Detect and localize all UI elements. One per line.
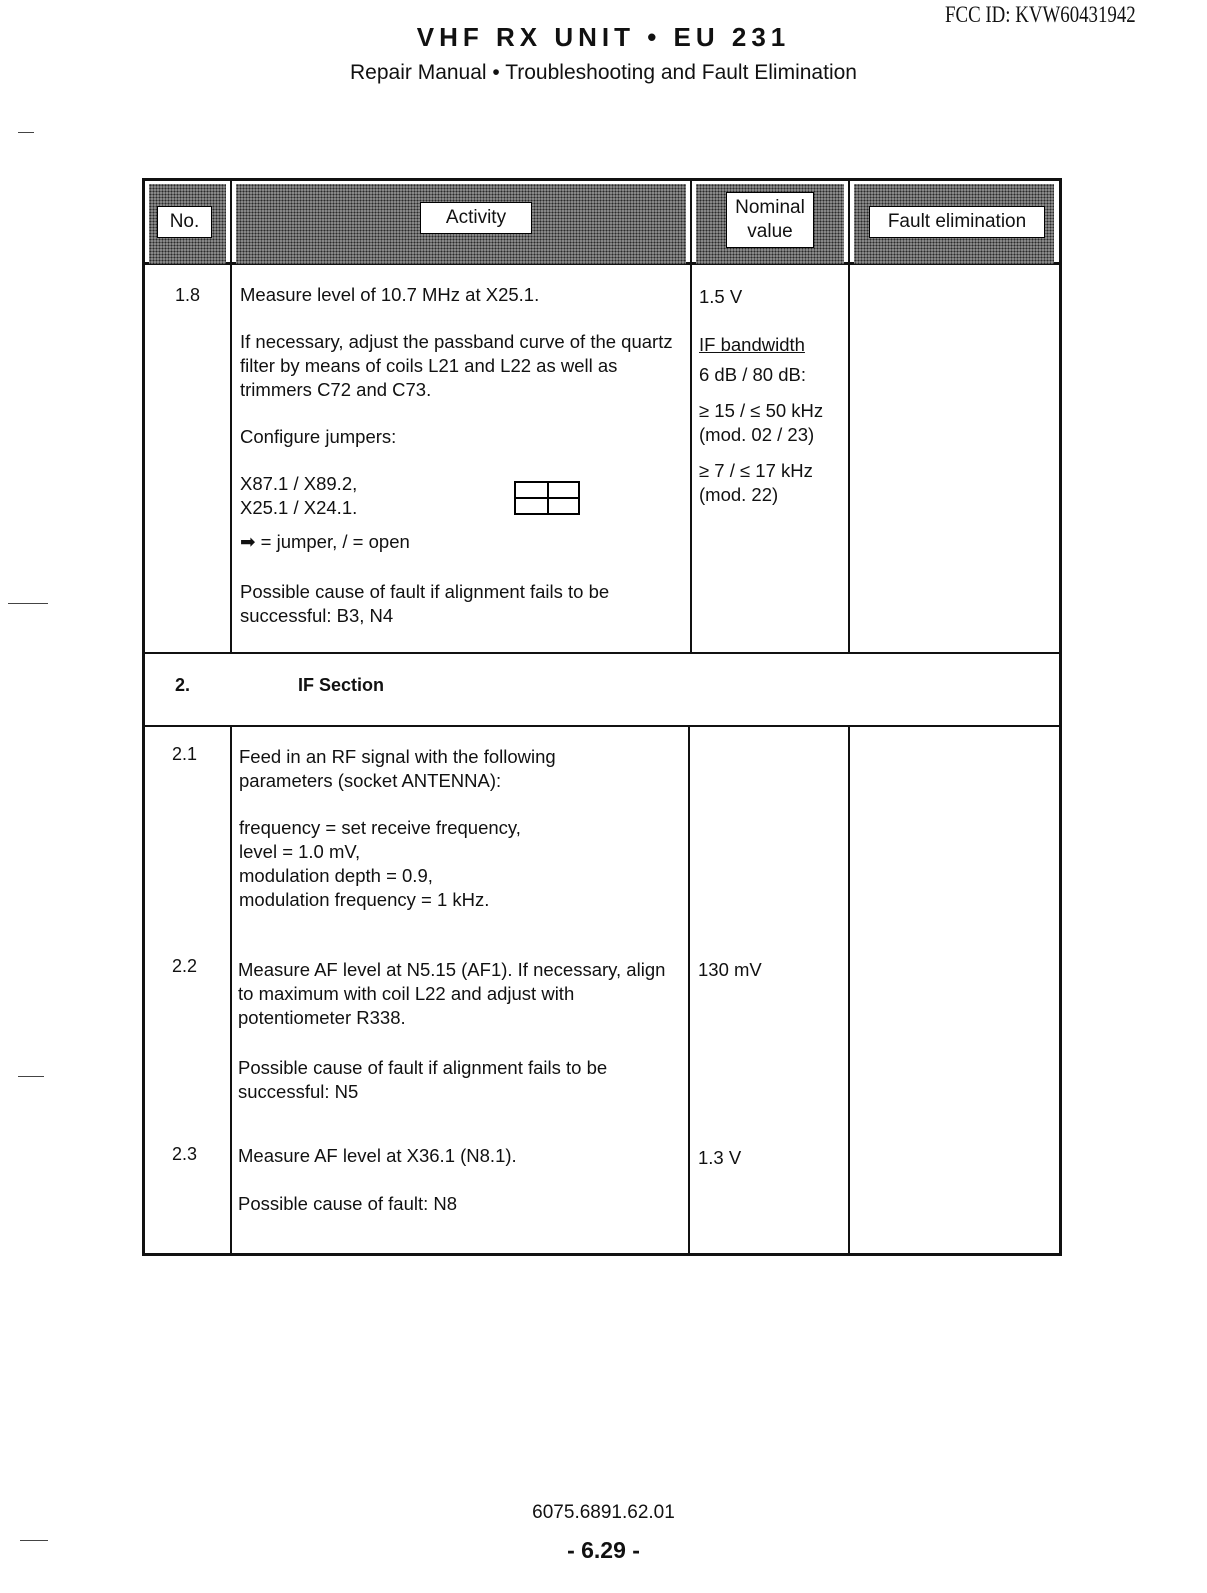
- row-number-2-2: 2.2: [172, 956, 198, 976]
- activity-text: Possible cause of fault: N8: [238, 1193, 458, 1214]
- jumper-legend: ➡ = jumper, / = open: [240, 531, 410, 552]
- nominal-value-text: ≥ 7 / ≤ 17 kHz: [699, 460, 813, 481]
- nominal-value-text: 6 dB / 80 dB:: [699, 364, 806, 385]
- table-border-top: [142, 178, 1062, 181]
- column-rule: [690, 178, 692, 654]
- signal-parameter: frequency = set receive frequency,: [239, 817, 521, 838]
- section-rule-bottom: [142, 725, 1062, 727]
- row-1-8-nominal-value: [699, 285, 845, 507]
- page-number: - 6.29 -: [567, 1537, 640, 1563]
- jumper-list-line2: X25.1 / X24.1.: [240, 497, 358, 518]
- table-border-bottom: [142, 1253, 1062, 1256]
- signal-parameter: modulation depth = 0.9,: [239, 865, 433, 886]
- scan-mark: [18, 1076, 44, 1077]
- table-border-right: [1059, 178, 1062, 1256]
- row-number-2-3: 2.3: [172, 1144, 198, 1164]
- column-rule: [688, 725, 690, 1255]
- document-number: 6075.6891.62.01: [532, 1502, 675, 1523]
- row-2-1-activity: [239, 745, 679, 912]
- activity-text: Possible cause of fault if alignment fails to be successful: B3, N4: [240, 581, 610, 626]
- column-header-no: No.: [157, 206, 212, 238]
- column-header-nominal-value: [726, 192, 814, 248]
- section-title-if-section: IF Section: [298, 675, 385, 695]
- column-rule: [230, 178, 232, 654]
- nominal-value-text: ≥ 15 / ≤ 50 kHz: [699, 400, 824, 421]
- activity-text: Feed in an RF signal with the following parameters (socket ANTENNA):: [239, 746, 556, 791]
- table-border-left: [142, 178, 145, 1256]
- jumper-configuration-diagram: [514, 481, 580, 515]
- nominal-value-heading: IF bandwidth: [699, 334, 805, 355]
- document-title: VHF RX UNIT • EU 231: [416, 22, 791, 52]
- activity-text: If necessary, adjust the passband curve of the quartz filter by means of coils L21 and L22 as well as trimmers C72 and C73.: [240, 331, 673, 400]
- activity-text: Possible cause of fault if alignment fails to be successful: N5: [238, 1057, 608, 1102]
- signal-parameter: modulation frequency = 1 kHz.: [239, 889, 490, 910]
- row-number-2-1: 2.1: [172, 744, 198, 764]
- row-2-3-nominal-value: 1.3 V: [698, 1147, 742, 1168]
- row-2-2-nominal-value: 130 mV: [698, 959, 762, 980]
- section-rule-top: [142, 652, 1062, 654]
- fcc-id-stamp: FCC ID: KVW60431942: [945, 2, 1136, 27]
- activity-text: Measure level of 10.7 MHz at X25.1.: [240, 284, 540, 305]
- row-number-1-8: 1.8: [175, 285, 201, 305]
- column-rule: [848, 725, 850, 1255]
- section-number-2: 2.: [175, 675, 191, 695]
- signal-parameter: level = 1.0 mV,: [239, 841, 361, 862]
- row-2-2-activity: [238, 958, 684, 1104]
- document-subtitle: Repair Manual • Troubleshooting and Fault Elimination: [350, 61, 857, 84]
- column-header-nominal-line2: value: [747, 221, 793, 242]
- column-rule: [230, 725, 232, 1255]
- activity-text: Measure AF level at N5.15 (AF1). If necessary, align to maximum with coil L22 and adjust with potentiometer R338.: [238, 959, 666, 1028]
- scan-mark: [18, 132, 34, 133]
- jumper-list-line1: X87.1 / X89.2,: [240, 473, 358, 494]
- nominal-value-text: (mod. 02 / 23): [699, 424, 815, 445]
- row-1-8-activity: [240, 283, 680, 628]
- column-rule: [848, 178, 850, 654]
- column-header-nominal-line1: Nominal: [735, 197, 805, 218]
- activity-text: Measure AF level at X36.1 (N8.1).: [238, 1145, 517, 1166]
- row-2-3-activity: [238, 1144, 678, 1216]
- troubleshooting-table: [142, 178, 1062, 1276]
- activity-text: Configure jumpers:: [240, 426, 397, 447]
- nominal-value-text: (mod. 22): [699, 484, 779, 505]
- column-header-fault-elimination: Fault elimination: [869, 206, 1045, 238]
- nominal-value-text: 1.5 V: [699, 286, 743, 307]
- scan-mark: [8, 603, 48, 604]
- column-header-activity: Activity: [420, 202, 532, 234]
